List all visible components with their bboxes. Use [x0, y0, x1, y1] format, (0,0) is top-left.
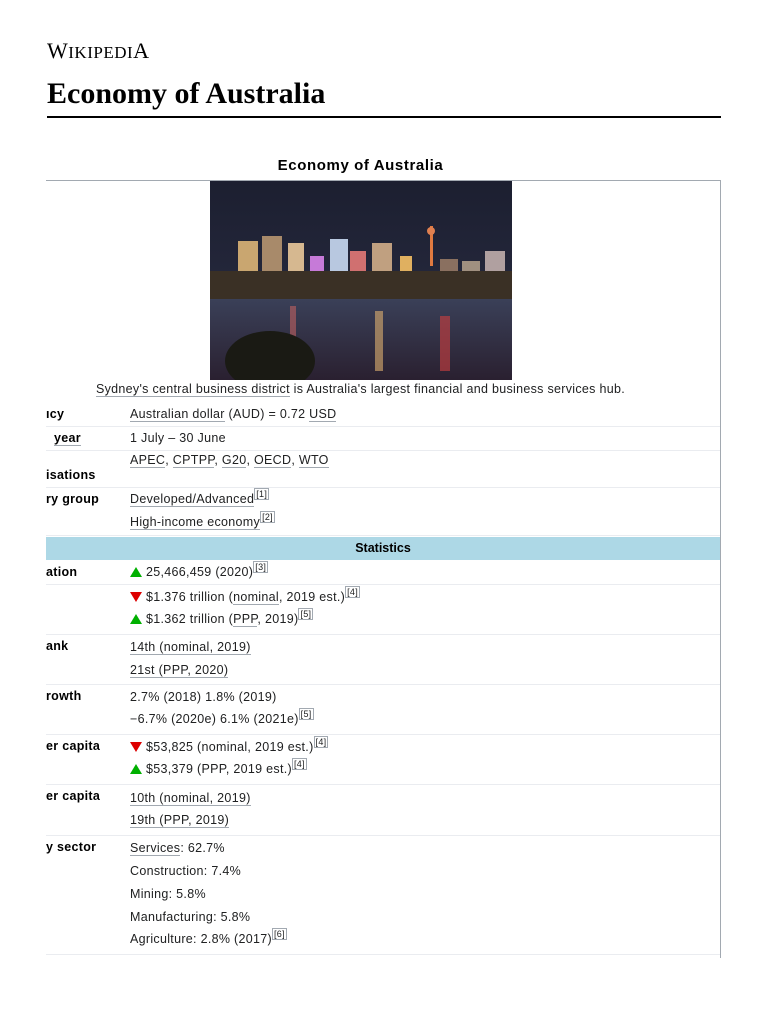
fiscal-year-link[interactable]: year — [54, 431, 81, 445]
apec-link[interactable]: APEC — [130, 453, 166, 467]
services-link[interactable]: Services — [130, 841, 181, 855]
decrease-icon — [130, 742, 142, 752]
title-divider — [47, 116, 721, 118]
per-capita-rank-ppp-link[interactable]: 19th (PPP, 2019) — [130, 813, 230, 827]
citation-5[interactable]: [5] — [300, 709, 312, 719]
per-capita-rank-nominal-link[interactable]: 10th (nominal, 2019) — [130, 791, 251, 805]
gdp-rank-nominal-link[interactable]: 14th (nominal, 2019) — [130, 640, 251, 654]
citation-3[interactable]: [3] — [255, 562, 267, 572]
row-gdp: $1.376 trillion (nominal, 2019 est.) [4] $1.362 trillion (PPP, 2019) [5] — [46, 584, 720, 635]
row-gdp-rank: ank 14th (nominal, 2019) 21st (PPP, 2020) — [46, 634, 720, 685]
row-fiscal-year: year 1 July – 30 June — [46, 426, 720, 451]
image-caption: Sydney's central business district is Australia's largest financial and business services hub. — [95, 382, 626, 396]
wikipedia-wordmark[interactable]: WIKIPEDIA — [47, 38, 150, 63]
sydney-cbd-link[interactable]: Sydney's central business district — [95, 382, 290, 396]
decrease-icon — [130, 592, 142, 602]
row-currency: ıcy Australian dollar (AUD) = 0.72 USD — [46, 402, 720, 427]
increase-icon — [130, 764, 142, 774]
row-gdp-per-capita-rank: er capita 10th (nominal, 2019) 19th (PPP, 2019) — [46, 784, 720, 836]
citation-4[interactable]: [4] — [347, 587, 359, 597]
skyline-illustration — [210, 181, 512, 380]
page-title: Economy of Australia — [47, 77, 326, 110]
wto-link[interactable]: WTO — [298, 453, 329, 467]
citation-2[interactable]: [2] — [262, 512, 273, 522]
citation-5[interactable]: [5] — [300, 609, 312, 619]
usd-link[interactable]: USD — [309, 407, 337, 421]
citation-4[interactable]: [4] — [293, 759, 305, 769]
g20-link[interactable]: G20 — [221, 453, 247, 467]
row-gdp-by-sector: y sector Services: 62.7% Construction: 7.4% Mining: 5.8% Manufacturing: 5.8% Agriculture: 2.8% (2017) [6] — [46, 835, 720, 955]
nominal-link[interactable]: nominal — [233, 590, 279, 604]
high-income-link[interactable]: High-income economy — [130, 515, 261, 529]
australian-dollar-link[interactable]: Australian dollar — [130, 407, 225, 421]
row-gdp-growth: rowth 2.7% (2018) 1.8% (2019) −6.7% (2020e) 6.1% (2021e) [5] — [46, 684, 720, 735]
row-country-group: ry group Developed/Advanced [1] High-income economy [2] — [46, 487, 720, 536]
sydney-skyline-image[interactable] — [210, 181, 512, 380]
infobox-caption: Economy of Australia — [277, 157, 444, 174]
gdp-rank-ppp-link[interactable]: 21st (PPP, 2020) — [130, 663, 229, 677]
citation-6[interactable]: [6] — [274, 929, 285, 939]
citation-4[interactable]: [4] — [315, 737, 327, 747]
section-statistics: Statistics — [46, 537, 720, 560]
cptpp-link[interactable]: CPTPP — [172, 453, 215, 467]
increase-icon — [130, 567, 142, 577]
increase-icon — [130, 614, 142, 624]
row-label: ıcy — [46, 407, 65, 421]
developed-link[interactable]: Developed/Advanced — [130, 492, 255, 506]
row-population: ation 25,466,459 (2020) [3] — [46, 560, 720, 585]
row-trade-organisations: isations APEC, CPTPP, G20, OECD, WTO — [46, 450, 720, 488]
citation-1[interactable]: [1] — [256, 489, 268, 499]
ppp-link[interactable]: PPP — [233, 612, 258, 626]
row-gdp-per-capita: er capita $53,825 (nominal, 2019 est.) [4] $53,379 (PPP, 2019 est.) [4] — [46, 734, 720, 785]
oecd-link[interactable]: OECD — [254, 453, 292, 467]
